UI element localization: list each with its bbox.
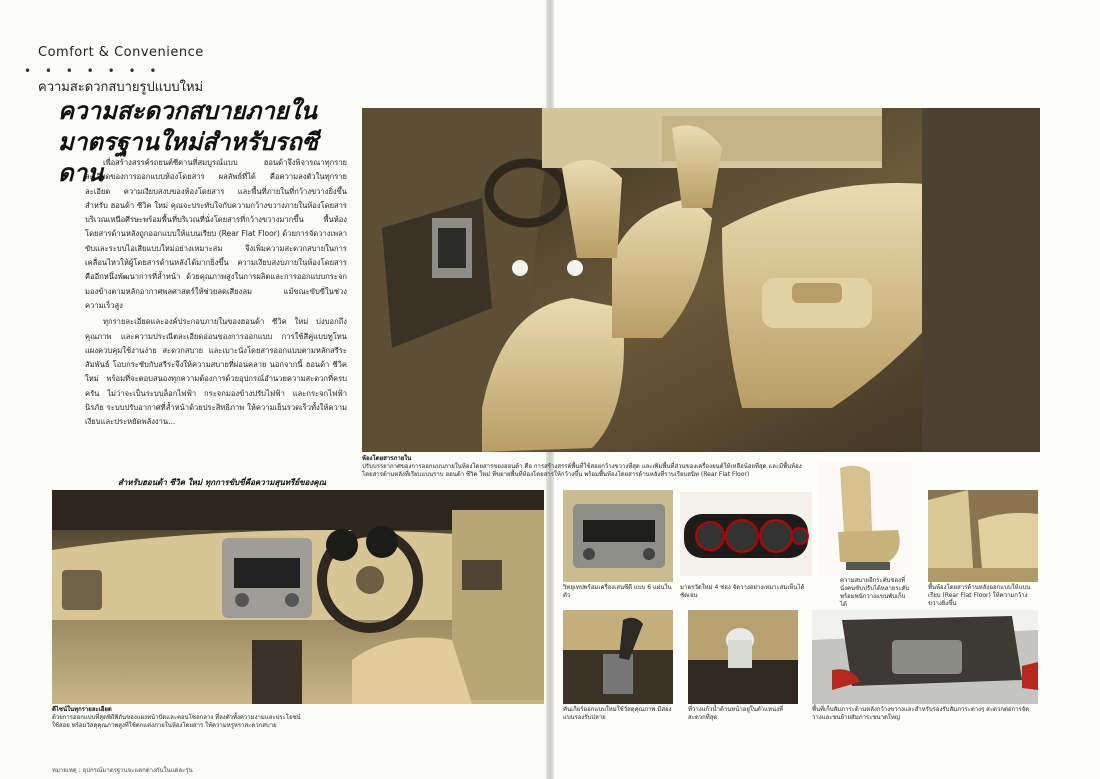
driver-seat-photo: [818, 462, 912, 576]
shifter-caption: คันเกียร์ออกแบบใหม่ใช้วัสดุคุณภาพ มีสองแบบรองรับปลาย: [563, 706, 672, 721]
gauge-cluster-photo: [680, 492, 812, 576]
section-dots: • • • • • • •: [24, 64, 162, 78]
seat-caption: ความสบายอีกระดับของที่นั่งคนขับปรับได้หลายระดับ พร้อมพนักวางแขนพับเก็บได้: [840, 577, 910, 608]
dashboard-photo: [52, 490, 544, 704]
dashboard-caption-title: ดีไซน์ในทุกรายละเอียด: [52, 706, 112, 713]
cupholder-caption: ที่วางแก้วน้ำด้านหน้าอยู่ในตำแหน่งที่สะดวกที่สุด: [688, 706, 783, 721]
dashboard-caption: [52, 706, 302, 730]
body-paragraph-1: เพื่อสร้างสรรค์รถยนต์ซีดานที่สมบูรณ์แบบ ฮอนด้าจึงพิจารณาทุกรายละเอียดของการออกแบบห้องโดยสาร ผลลัพธ์ที่ได้ คือความลงตัวในทุกรายละเอียด ความเงียบสงบของห้องโดยสาร และพื้นที่ภายในที่กว้างขวางยิ่งขึ้น สำหรับ ฮอนด้า ซีวิค ใหม่ คุณจะประทับใจกับความกว้างขวางภายในห้องโดยสาร บริเวณเหนือศีรษะพร้อมพื้นที่บริเวณที่นั่งโดยสารที่กว้างขวางมากขึ้น พื้นห้องโดยสารด้านหลังถูกออกแบบให้แบนเรียบ (Rear Flat Floor) ด้วยการจัดวางเพลาขับและระบบไอเสียแบบใหม่อย่างเหมาะสม จึงเพิ่มความสะดวกสบายในการเคลื่อนไหวให้ผู้โดยสารด้านหลังได้มากยิ่งขึ้น ความเงียบสงบภายในห้องโดยสาร คืออีกหนึ่งพัฒนาการที่ล้ำหน้า ด้วยคุณภาพสูงในการผลิตและการออกแบบกระจกมองข้างตามหลักอากาศพลศาสตร์ให้ช่วยลดเสียงลม แม้ขณะขับขี่ในช่วงความเร็วสูง: [85, 158, 347, 310]
cabin-caption-text: ปรับบรรยากาศของการออกแบบภายในห้องโดยสารของฮอนด้า คือ การสร้างสรรค์พื้นที่ใช้สอยกว้างขวางที่สุด และเพิ่มพื้นที่ส่วนของเครื่องยนต์ให้เหลือน้อยที่สุด และมีพื้นห้องโดยสารด้านหลังที่เรียบแบนราบ ฮอนด้า ซีวิค ใหม่ ที่ขยายพื้นที่ห้องโดยสารให้กว้างขึ้น พร้อมพื้นห้องโดยสารด้านหลังที่ราบเรียบสนิท (Rear Flat Floor): [362, 463, 802, 478]
body-paragraph-2: ทุกรายละเอียดและองค์ประกอบภายในของฮอนด้า ซีวิค ใหม่ บ่งบอกถึงคุณภาพ และความประณีตละเอียดอ่อนของการออกแบบ การใช้สีคู่แบบทูโทน แผงควบคุมใช้งานง่าย สะดวกสบาย และเบาะนั่งโดยสารออกแบบตามหลักสรีระสัมพันธ์ โอบกระชับกับสรีระจึงให้ความสบายที่ผ่อนคลาย นอกจากนี้ ฮอนด้า ซีวิค ใหม่ พร้อมที่จะตอบสนองทุกความต้องการด้วยอุปกรณ์อำนวยความสะดวกที่ครบครัน ไม่ว่าจะเป็นระบบล็อกไฟฟ้า กระจกมองข้างปรับไฟฟ้า และกระจกไฟฟ้านิรภัย ระบบปรับอากาศที่ล้ำหน้าด้วยประสิทธิภาพ ให้ความเย็นรวดเร็วทั้งให้ความเงียบและประหยัดพลังงาน...: [85, 317, 347, 427]
trunk-caption: พื้นที่เก็บสัมภาระด้านหลังกว้างขวางและสำหรับรองรับสัมภาระต่างๆ สะดวกต่อการจัดวางและขนย้ายสัมภาระขนาดใหญ่: [812, 706, 1030, 721]
section-title-english: Comfort & Convenience: [38, 45, 204, 60]
cabin-overview-photo: [362, 108, 1040, 452]
dashboard-caption-text: ด้วยการออกแบบที่สุดพิถีพิถันของแผงหน้าปัดและคอนโซลกลาง ที่ลงตัวทั้งความงามและประโยชน์ใช้สอย พร้อมวัสดุคุณภาพสูงที่ใช้ตกแต่งภายในห้องโดยสาร ให้ความหรูหราสะดวกสบาย: [52, 714, 301, 729]
cabin-caption: [362, 455, 802, 479]
trunk-photo: [812, 610, 1038, 704]
body-text: [85, 156, 347, 432]
gauges-caption: มาตรวัดใหม่ 4 ช่อง จัดวางอย่างเหมาะสมเห็นได้ชัดเจน: [680, 584, 805, 599]
audio-caption: วิทยุเทปพร้อมเครื่องเล่นซีดี แบบ 6 แผ่นในตัว: [563, 584, 672, 599]
cup-holder-photo: [688, 610, 798, 704]
footnote: หมายเหตุ : อุปกรณ์มาตรฐานจะแตกต่างกันในแต่ละรุ่น: [52, 767, 193, 774]
tagline: สำหรับฮอนด้า ซีวิค ใหม่ ทุกการขับขี่คือความสุนทรีย์ของคุณ: [118, 478, 327, 487]
rear-floor-photo: [928, 490, 1038, 582]
rear-floor-caption: พื้นห้องโดยสารด้านหลังออกแบบให้แบนเรียบ (Rear Flat Floor) ให้ความกว้างขวางยิ่งขึ้น: [928, 584, 1031, 607]
shift-lever-photo: [563, 610, 673, 704]
headline-line-1: ความสะดวกสบายภายใน: [58, 97, 317, 125]
section-title-thai: ความสะดวกสบายรูปแบบใหม่: [38, 80, 204, 95]
headline-line-2: มาตรฐานใหม่สำหรับรถซีดาน: [58, 128, 319, 187]
cabin-caption-title: ห้องโดยสารภายใน: [362, 455, 412, 462]
audio-system-photo: [563, 490, 673, 582]
